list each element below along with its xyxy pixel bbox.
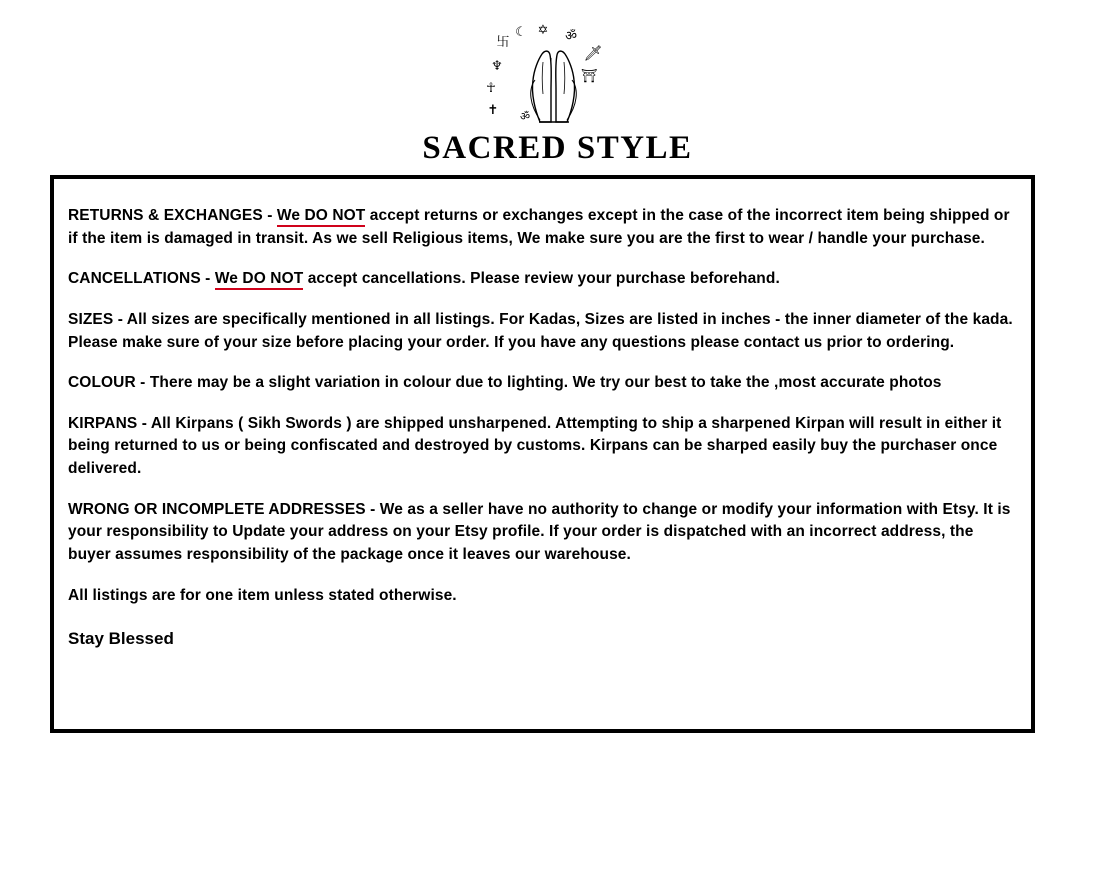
- section-heading: RETURNS & EXCHANGES: [68, 207, 263, 224]
- section-heading: KIRPANS: [68, 414, 138, 432]
- section-body: All sizes are specifically mentioned in all listings. For Kadas, Sizes are listed in inches - the inner diameter of the kada. Please make sure of your size before placing your order. If you have any questions please contact us prior to ordering.: [68, 310, 1013, 351]
- policy-note: All listings are for one item unless stated otherwise.: [68, 586, 457, 604]
- crescent-moon-icon: ☾: [514, 25, 527, 40]
- menorah-icon: ♆: [490, 59, 503, 74]
- policy-section-returns: [68, 205, 1017, 250]
- swastika-icon: 卐: [495, 35, 510, 50]
- section-emphasis: We DO NOT: [277, 207, 365, 227]
- brand-name: SACRED STYLE: [422, 130, 693, 166]
- section-emphasis: We DO NOT: [215, 270, 303, 290]
- ankh-icon: ☥: [485, 81, 496, 96]
- section-heading: WRONG OR INCOMPLETE ADDRESSES: [68, 500, 366, 518]
- section-separator: -: [135, 374, 150, 392]
- brand-header: [0, 0, 1115, 167]
- section-separator: -: [113, 310, 127, 328]
- policy-section-colour: [68, 372, 1017, 395]
- section-body: accept returns or exchanges except in the case of the incorrect item being shipped or if the item is damaged in transit. As we sell Religious items, We make sure you are the first to wear / handle your purchase.: [68, 207, 1010, 247]
- om-icon: ॐ: [564, 29, 577, 44]
- policy-box: [50, 175, 1035, 733]
- praying-hands-icon: [530, 51, 576, 122]
- section-separator: -: [200, 270, 215, 288]
- torii-gate-icon: ⛩: [580, 69, 597, 84]
- cross-icon: ✝: [487, 103, 498, 118]
- policy-section-kirpans: [68, 413, 1017, 481]
- policy-section-addresses: [68, 499, 1017, 567]
- religious-symbols-logo: [463, 18, 653, 128]
- section-body: We as a seller have no authority to change or modify your information with Etsy. It is your responsibility to Update your address on your Etsy profile. If your order is dispatched with an incorrect address, the buyer assumes responsibility of the package once it leaves our warehouse.: [68, 500, 1011, 563]
- section-separator: -: [137, 414, 151, 432]
- section-heading: COLOUR: [68, 374, 136, 392]
- section-heading: CANCELLATIONS: [68, 270, 201, 288]
- section-separator: -: [262, 207, 277, 224]
- section-heading: SIZES: [68, 310, 114, 328]
- star-of-david-icon: ✡: [537, 23, 548, 38]
- section-body: All Kirpans ( Sikh Swords ) are shipped unsharpened. Attempting to ship a sharpened Kirpan will result in either it being returned to us or being confiscated and destroyed by customs. Kirpans can be sharped easily buy the purchaser once delivered.: [68, 414, 1002, 477]
- policy-section-cancellations: [68, 268, 1017, 291]
- om-small-icon: ॐ: [519, 110, 530, 123]
- policy-closing: Stay Blessed: [68, 629, 174, 649]
- khanda-icon: 🗡: [582, 44, 603, 62]
- section-separator: -: [365, 500, 380, 518]
- section-body: There may be a slight variation in colour due to lighting. We try our best to take the ,most accurate photos: [149, 374, 942, 392]
- policy-section-sizes: [68, 309, 1017, 354]
- section-body: accept cancellations. Please review your purchase beforehand.: [303, 270, 780, 288]
